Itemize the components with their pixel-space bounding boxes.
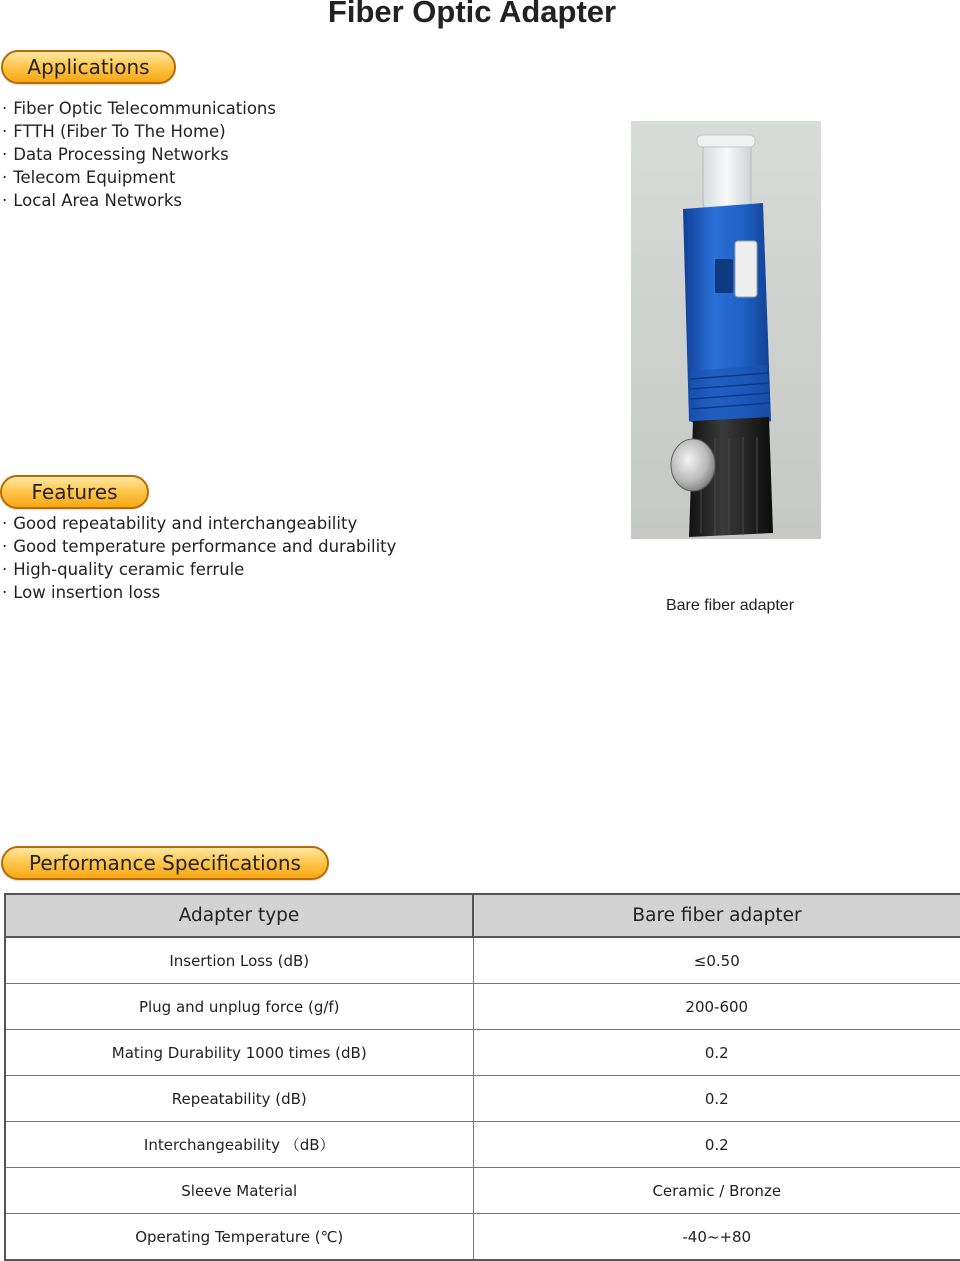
list-item: · Fiber Optic Telecommunications	[2, 99, 276, 118]
list-item: · Data Processing Networks	[2, 145, 229, 164]
spec-value: 0.2	[473, 1076, 960, 1122]
specifications-table	[4, 893, 960, 1261]
applications-heading: Applications	[1, 50, 176, 84]
list-item: · Local Area Networks	[2, 191, 182, 210]
spec-label: Insertion Loss (dB)	[5, 937, 473, 984]
table-row	[5, 1214, 960, 1261]
spec-value: 200-600	[473, 984, 960, 1030]
list-item: · FTTH (Fiber To The Home)	[2, 122, 226, 141]
spec-label: Mating Durability 1000 times (dB)	[5, 1030, 473, 1076]
table-row	[5, 1076, 960, 1122]
spec-label: Sleeve Material	[5, 1168, 473, 1214]
list-item: · Good repeatability and interchangeability	[2, 514, 358, 533]
fiber-adapter-illustration	[631, 121, 821, 539]
spec-value: -40~+80	[473, 1214, 960, 1261]
spec-value: 0.2	[473, 1030, 960, 1076]
bullet-icon: ·	[2, 122, 8, 141]
features-heading: Features	[0, 475, 149, 509]
dust-cap	[703, 139, 751, 211]
bullet-icon: ·	[2, 560, 8, 579]
table-header-row	[5, 894, 960, 937]
list-item: · Low insertion loss	[2, 583, 161, 602]
performance-heading: Performance Specifications	[1, 846, 329, 880]
table-row	[5, 937, 960, 984]
table-row	[5, 1168, 960, 1214]
list-item: · High-quality ceramic ferrule	[2, 560, 245, 579]
metal-screw	[671, 439, 715, 491]
bullet-icon: ·	[2, 191, 8, 210]
spec-value: ≤0.50	[473, 937, 960, 984]
bullet-icon: ·	[2, 537, 8, 556]
table-row	[5, 1030, 960, 1076]
features-list	[2, 512, 396, 604]
applications-list	[2, 97, 276, 212]
spec-label: Operating Temperature (℃)	[5, 1214, 473, 1261]
photo-caption: Bare fiber adapter	[665, 597, 795, 614]
page-title: Fiber Optic Adapter	[327, 0, 617, 29]
spec-label: Plug and unplug force (g/f)	[5, 984, 473, 1030]
bullet-icon: ·	[2, 168, 8, 187]
spec-label: Repeatability (dB)	[5, 1076, 473, 1122]
column-header: Adapter type	[5, 894, 473, 937]
list-item: · Telecom Equipment	[2, 168, 176, 187]
bullet-icon: ·	[2, 583, 8, 602]
table-row	[5, 1122, 960, 1168]
column-header: Bare fiber adapter	[473, 894, 960, 937]
bullet-icon: ·	[2, 99, 8, 118]
spec-value: 0.2	[473, 1122, 960, 1168]
bullet-icon: ·	[2, 145, 8, 164]
spec-value: Ceramic / Bronze	[473, 1168, 960, 1214]
product-photo	[631, 121, 821, 539]
table-row	[5, 984, 960, 1030]
bullet-icon: ·	[2, 514, 8, 533]
spec-label: Interchangeability （dB）	[5, 1122, 473, 1168]
list-item: · Good temperature performance and durability	[2, 537, 397, 556]
